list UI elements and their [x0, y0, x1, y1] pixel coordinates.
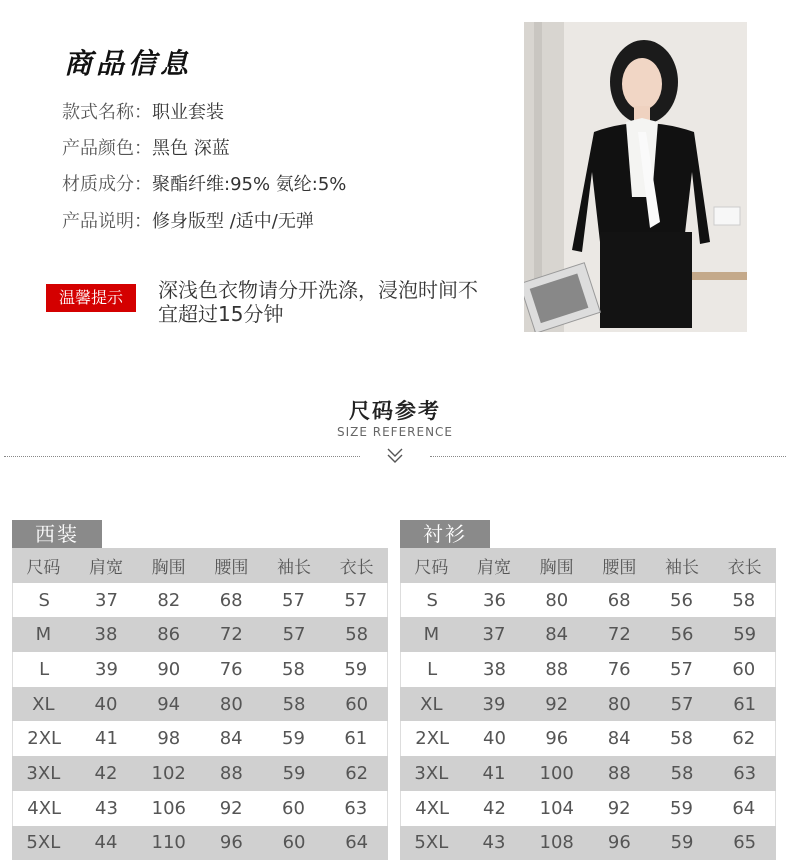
info-value: 聚酯纤维:95% 氨纶:5% — [152, 174, 347, 195]
table-cell: 102 — [151, 762, 186, 784]
table-cell: 43 — [482, 832, 506, 854]
table-cell: XL — [420, 693, 443, 715]
header-cell: 袖长 — [665, 557, 700, 578]
table-cell: 65 — [733, 832, 757, 854]
table-cell: 88 — [219, 762, 243, 784]
table-cell: M — [35, 624, 52, 646]
header-cell: 尺码 — [414, 557, 449, 578]
table-cell: 59 — [670, 832, 694, 854]
table-cell: M — [423, 624, 440, 646]
table-cell: 80 — [219, 693, 243, 715]
table-cell: 57 — [282, 624, 306, 646]
header-cell: 胸围 — [151, 557, 186, 578]
table-cell: 58 — [670, 728, 693, 750]
table-cell: 60 — [282, 797, 305, 819]
divider-right — [430, 456, 786, 457]
table-cell: 4XL — [27, 797, 62, 819]
table-cell: 96 — [545, 728, 569, 750]
table-cell: 37 — [482, 624, 506, 646]
product-info-title: 商品信息 — [64, 47, 193, 80]
table-cell: 43 — [95, 797, 118, 819]
table-cell: 5XL — [26, 832, 61, 854]
table-cell: 36 — [483, 589, 506, 611]
table-cell: 59 — [344, 658, 368, 680]
table-cell: 62 — [732, 728, 756, 750]
table-cell: 76 — [607, 658, 631, 680]
info-value: 黑色 深蓝 — [152, 138, 230, 159]
header-cell: 袖长 — [277, 557, 312, 578]
table-cell: 58 — [282, 658, 305, 680]
table-cell: 84 — [219, 728, 243, 750]
table-tab: 衬衫 — [400, 520, 490, 548]
header-cell: 衣长 — [727, 557, 762, 578]
info-row-color — [62, 134, 230, 160]
table-row — [12, 721, 388, 756]
double-chevron-down-icon — [385, 446, 405, 466]
tip-text: 深浅色衣物请分开洗涤，浸泡时间不宜超过15分钟 — [158, 278, 478, 326]
table-cell: 96 — [219, 832, 243, 854]
header-cell: 肩宽 — [89, 557, 123, 578]
table-cell: 63 — [733, 762, 757, 784]
table-cell: 56 — [670, 589, 693, 611]
table-cell: 38 — [483, 658, 506, 680]
table-cell: 40 — [94, 693, 118, 715]
table-header-row — [12, 548, 388, 583]
table-cell: S — [38, 589, 50, 611]
table-cell: 64 — [345, 832, 369, 854]
table-cell: 37 — [95, 589, 118, 611]
info-row-style — [62, 98, 224, 124]
table-cell: 80 — [607, 693, 631, 715]
table-cell: 59 — [733, 624, 757, 646]
table-row — [400, 826, 776, 861]
table-cell: 58 — [732, 589, 756, 611]
table-header-row — [400, 548, 776, 583]
table-cell: 57 — [670, 693, 694, 715]
table-cell: 88 — [545, 658, 569, 680]
table-cell: 3XL — [26, 762, 61, 784]
table-cell: 94 — [157, 693, 181, 715]
table-cell: XL — [32, 693, 55, 715]
info-label: 产品颜色： — [62, 138, 152, 159]
table-row — [12, 652, 388, 687]
header-cell: 尺码 — [26, 557, 61, 578]
table-cell: 56 — [670, 624, 694, 646]
table-cell: 39 — [95, 658, 118, 680]
product-photo — [524, 22, 747, 332]
table-cell: 86 — [157, 624, 181, 646]
table-cell: 62 — [345, 762, 369, 784]
table-cell: 2XL — [27, 728, 62, 750]
table-cell: 39 — [482, 693, 506, 715]
info-label: 款式名称： — [62, 102, 152, 123]
table-cell: 57 — [344, 589, 368, 611]
table-cell: 61 — [733, 693, 757, 715]
table-cell: 92 — [219, 797, 243, 819]
table-cell: 57 — [282, 589, 305, 611]
table-cell: 96 — [607, 832, 631, 854]
table-cell: 59 — [282, 762, 306, 784]
table-cell: 84 — [545, 624, 569, 646]
tip-badge: 温馨提示 — [46, 284, 136, 312]
table-cell: 58 — [670, 762, 694, 784]
table-cell: 104 — [539, 797, 574, 819]
table-cell: 41 — [482, 762, 506, 784]
header-cell: 胸围 — [539, 557, 574, 578]
table-cell: 42 — [94, 762, 118, 784]
table-cell: 90 — [157, 658, 181, 680]
header-cell: 腰围 — [602, 557, 637, 578]
table-cell: 72 — [607, 624, 631, 646]
table-cell: 92 — [607, 797, 631, 819]
table-cell: 59 — [282, 728, 305, 750]
table-cell: 3XL — [414, 762, 449, 784]
table-cell: 58 — [282, 693, 306, 715]
table-cell: 57 — [670, 658, 693, 680]
table-cell: 110 — [151, 832, 186, 854]
table-row — [12, 687, 388, 722]
info-label: 产品说明： — [62, 211, 152, 232]
table-row — [400, 652, 776, 687]
header-cell: 衣长 — [339, 557, 374, 578]
table-row — [400, 617, 776, 652]
divider-left — [4, 456, 360, 457]
table-row — [400, 756, 776, 791]
table-cell: 108 — [539, 832, 574, 854]
info-label: 材质成分： — [62, 174, 152, 195]
table-grid — [400, 548, 776, 860]
size-reference-title: 尺码参考 — [349, 399, 441, 423]
table-cell: 44 — [94, 832, 118, 854]
table-cell: 63 — [344, 797, 368, 819]
table-cell: S — [426, 589, 438, 611]
table-cell: 38 — [94, 624, 118, 646]
table-cell: 106 — [151, 797, 186, 819]
table-cell: 92 — [545, 693, 569, 715]
table-row — [400, 791, 776, 826]
table-cell: 59 — [670, 797, 693, 819]
size-reference-subtitle: SIZE REFERENCE — [336, 425, 454, 439]
header-cell: 肩宽 — [477, 557, 511, 578]
table-cell: L — [427, 658, 438, 680]
table-row — [400, 687, 776, 722]
header-cell: 腰围 — [214, 557, 249, 578]
table-row — [12, 617, 388, 652]
table-cell: 76 — [219, 658, 243, 680]
info-row-description — [62, 207, 314, 233]
table-cell: L — [39, 658, 50, 680]
table-cell: 100 — [539, 762, 574, 784]
table-cell: 61 — [344, 728, 368, 750]
table-cell: 80 — [545, 589, 569, 611]
table-cell: 82 — [157, 589, 181, 611]
table-cell: 42 — [483, 797, 506, 819]
table-tab: 西装 — [12, 520, 102, 548]
table-row — [400, 583, 776, 618]
model-illustration — [524, 22, 747, 332]
table-cell: 60 — [282, 832, 306, 854]
table-cell: 58 — [345, 624, 369, 646]
table-cell: 60 — [732, 658, 756, 680]
table-cell: 60 — [345, 693, 369, 715]
table-cell: 68 — [219, 589, 243, 611]
table-cell: 68 — [607, 589, 631, 611]
table-cell: 98 — [157, 728, 181, 750]
table-row — [12, 826, 388, 861]
table-row — [12, 791, 388, 826]
table-cell: 64 — [732, 797, 756, 819]
table-grid — [12, 548, 388, 860]
table-cell: 72 — [219, 624, 243, 646]
table-cell: 4XL — [415, 797, 450, 819]
table-cell: 41 — [95, 728, 118, 750]
table-row — [12, 583, 388, 618]
table-cell: 5XL — [414, 832, 449, 854]
info-value: 职业套装 — [152, 102, 224, 123]
table-cell: 84 — [607, 728, 631, 750]
table-row — [400, 721, 776, 756]
info-row-material — [62, 170, 346, 196]
info-value: 修身版型 /适中/无弹 — [152, 211, 314, 232]
table-cell: 2XL — [415, 728, 450, 750]
table-cell: 40 — [483, 728, 506, 750]
table-row — [12, 756, 388, 791]
table-cell: 88 — [607, 762, 631, 784]
